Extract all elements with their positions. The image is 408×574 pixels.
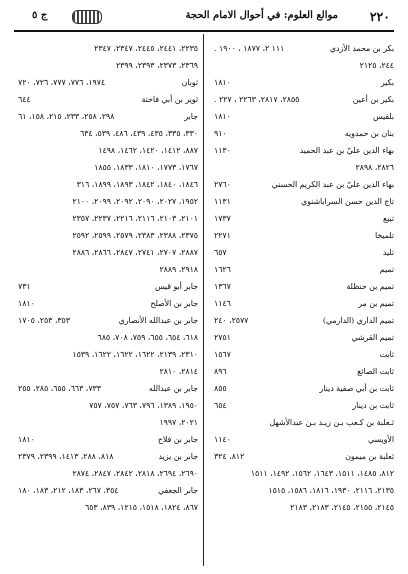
entry-page-numbers: ٢٧٥١ xyxy=(214,333,231,342)
entry-page-numbers: ١٩٧٤، ٧٧٦، ٧٧٧، ٧٢٦، ٧٢٠ xyxy=(18,78,106,87)
entry-name: جابر أبو قيس xyxy=(154,282,198,291)
entry-page-numbers: ٨٦٧، ١٨٢٤، ١٥١٨، ١٢١٥، ٨٣٩، ٦٥٣ xyxy=(84,503,198,512)
entry-page-numbers: ٢٤٤، ٢١٢٥ xyxy=(359,61,394,70)
entry-name: بهاء الدين عليّ بن عبد الكريم الحسني xyxy=(271,180,394,189)
entry-page-numbers: ٦٥٧ xyxy=(214,248,227,257)
ornament-icon xyxy=(72,10,102,24)
index-entry xyxy=(18,57,198,74)
entry-name: بكر بن محمد الأزدي xyxy=(329,44,394,53)
index-entry xyxy=(214,261,394,278)
entry-page-numbers: ٨١٢، ١٤٨٥، ١٥١١، ١٦٤٣، ١٥٦٢، ١٤٩٢، ١٥١١ xyxy=(250,469,394,478)
index-entry xyxy=(214,193,394,210)
index-entry xyxy=(214,329,394,346)
index-entry xyxy=(18,312,198,329)
index-entry xyxy=(214,431,394,448)
entry-name: بنان بن حمدويه xyxy=(344,129,394,138)
index-entry xyxy=(18,108,198,125)
entry-page-numbers: ١٨٤٦، ١٨٤٠، ١٨٤٢، ١٨٩٣، ١٨٩٩، ٣١٦ xyxy=(76,180,198,189)
index-entry xyxy=(214,414,394,431)
entry-page-numbers: ٢٨١٤، ٢٨١٠ xyxy=(159,367,198,376)
entry-name: تميم الداري (الدارمي) xyxy=(322,316,394,325)
entry-page-numbers: ٣٥٤، ٢٦٧، ١٨٣، ٢١٢، ١٨٣، ١٨٠ xyxy=(18,486,119,495)
index-entry xyxy=(18,482,198,499)
entry-page-numbers: ١٨١٠ xyxy=(18,435,35,444)
index-entry xyxy=(18,278,198,295)
entry-page-numbers: ٣٣٠، ٣٣٥، ٤٣٥، ٤٣٩، ٤٨٦، ٥٣٩، ٦٣٤ xyxy=(79,129,198,138)
index-entry xyxy=(18,74,198,91)
index-entry xyxy=(214,346,394,363)
index-entry xyxy=(214,312,394,329)
index-entry xyxy=(214,448,394,465)
entry-name: جابر بن الأصلح xyxy=(150,299,198,308)
entry-page-numbers: ٨١٢، ٣٢٤ xyxy=(214,452,245,461)
index-entry xyxy=(18,159,198,176)
entry-name: تبيع xyxy=(382,214,394,223)
index-entry xyxy=(18,261,198,278)
entry-name: جابر xyxy=(184,112,198,121)
index-entry xyxy=(18,499,198,516)
entry-page-numbers: ٢٧٦٠ xyxy=(214,180,231,189)
entry-page-numbers: ٢٩٨، ٢٥٨، ٢٣٣، ٢١٥، ١٥٨، ٦١ xyxy=(18,112,115,121)
index-entry xyxy=(214,57,394,74)
page-header xyxy=(14,6,394,32)
entry-page-numbers: ٢٩١٨، ٢٨٨٩ xyxy=(159,265,198,274)
entry-page-numbers: ٢٦٩٠، ٢٦٩٤، ٢٨١٨، ٢٨٤٢، ٢٨٤٧، ٢٨٧٤ xyxy=(72,469,198,478)
entry-page-numbers: ٢٢٧١ xyxy=(214,231,231,240)
entry-name: تليد xyxy=(382,248,394,257)
page-number: ٢٢٠ xyxy=(369,9,390,24)
entry-page-numbers: ٢٠٢١، ١٩٩٧ xyxy=(159,418,198,427)
index-entry xyxy=(18,414,198,431)
entry-name: بهاء الدين عليّ بن عبد الحميد xyxy=(299,146,394,155)
entry-page-numbers: ١٨١٠ xyxy=(214,78,231,87)
entry-name: جابر بن عبدالله الأنصاري xyxy=(118,316,198,325)
entry-page-numbers: ١٧٦٧، ١٧٧٣، ١٨١٠، ١٨٣٣، ١٨٥٥ xyxy=(94,163,198,172)
index-entry xyxy=(214,380,394,397)
entry-page-numbers: ٨٥٥ xyxy=(214,384,227,393)
index-entry xyxy=(214,465,394,482)
index-entry xyxy=(18,125,198,142)
entry-name: ثـعلبة بن كـعب بـن زيـد بـن عبدالأشهل xyxy=(269,418,394,427)
entry-page-numbers: ٨١٨، ٢٨٨، ١٤١٣، ٢٣٩٩، ٢٣٧٩ xyxy=(18,452,114,461)
entry-name: ثوير بن أبي فاختة xyxy=(141,95,198,104)
index-entry xyxy=(214,499,394,516)
index-entry xyxy=(214,40,394,57)
index-entry xyxy=(214,397,394,414)
index-entry xyxy=(18,142,198,159)
entry-name: ثابت الصائغ xyxy=(357,367,394,376)
volume-label: ج ٥ xyxy=(32,10,48,21)
entry-page-numbers: ١١٣١ xyxy=(214,197,231,206)
index-entry xyxy=(18,91,198,108)
entry-page-numbers: ٢٢٣٥، ٢٤٤١، ٢٤٤٥، ٢٣٤٧، ٢٣٤٧ xyxy=(94,44,198,53)
entry-page-numbers: ١١٤٠ xyxy=(214,435,231,444)
entry-page-numbers: ٢١٠١، ٢١٠٣، ٢١١٦، ٢٢١٦، ٢٢٣٧، ٢٣٥٧ xyxy=(72,214,198,223)
index-entry xyxy=(18,465,198,482)
entry-page-numbers: ٨٩٦ xyxy=(214,367,227,376)
index-entry xyxy=(18,363,198,380)
index-entry xyxy=(214,227,394,244)
index-entry xyxy=(18,227,198,244)
index-entry xyxy=(214,159,394,176)
index-entry xyxy=(214,482,394,499)
entry-name: الأويسي xyxy=(367,435,394,444)
index-entry xyxy=(18,295,198,312)
entry-name: تلميخا xyxy=(374,231,394,240)
index-entry xyxy=(18,40,198,57)
entry-page-numbers: ١٨١٠ xyxy=(214,112,231,121)
entry-page-numbers: ١٩٥٠، ١٣٨٩، ٧٩٦، ٧٦٣، ٧٥٧، ٧٥٧ xyxy=(89,401,198,410)
entry-name: جابر بن فلاح xyxy=(157,435,198,444)
entry-page-numbers: ١٩٥٢، ٢٠٢٧، ٢٠٩٠، ٢٠٩٢، ٢٠٩٩، ٢١٠٠ xyxy=(72,197,198,206)
entry-page-numbers: ٦٤٤ xyxy=(18,95,31,104)
index-entry xyxy=(214,295,394,312)
entry-page-numbers: ٢٨٥٥، ٢٨١٧، ٢٢٦٣ ، ٢٢٧ . xyxy=(214,95,300,104)
entry-page-numbers: ١٧٣٧ xyxy=(214,214,231,223)
column-divider xyxy=(203,34,204,566)
entry-page-numbers: ١٨١٠ xyxy=(18,299,35,308)
entry-page-numbers: ٢٣١٠، ٢١٣٩، ١٦٢٢، ١٦٢٢، ١٦٢٢، ١٥٣٩ xyxy=(72,350,198,359)
index-entry xyxy=(214,142,394,159)
entry-page-numbers: ١٣٦٧ xyxy=(214,282,231,291)
index-entry xyxy=(18,448,198,465)
index-entry xyxy=(18,431,198,448)
index-entry xyxy=(214,278,394,295)
index-entry xyxy=(18,210,198,227)
entry-page-numbers: ٢٣٦٩، ٢٣٧٣، ٢٣٩٣، ٢٣٩٩ xyxy=(115,61,198,70)
index-entry xyxy=(18,329,198,346)
index-entry xyxy=(18,380,198,397)
index-entry xyxy=(214,244,394,261)
running-title: موالع العلوم: في أحوال الامام الحجة xyxy=(185,10,338,21)
index-entry xyxy=(214,108,394,125)
index-entry xyxy=(214,125,394,142)
index-entry xyxy=(214,91,394,108)
index-entry xyxy=(214,74,394,91)
entry-page-numbers: ٦٥٤ xyxy=(214,401,227,410)
entry-name: تميم القرشي xyxy=(351,333,394,342)
entry-name: ثابت بن أبي صفية دينار xyxy=(319,384,394,393)
index-entry xyxy=(18,244,198,261)
entry-name: ثعلبة بن ميمون xyxy=(345,452,394,461)
entry-name: تميم بن حنظلة xyxy=(346,282,394,291)
entry-name: جابر الجعفي xyxy=(158,486,198,495)
entry-name: تميم xyxy=(379,265,394,274)
entry-name: تاج الدين حسن السراباشنوي xyxy=(301,197,394,206)
index-entry xyxy=(18,397,198,414)
entry-name: جابر بن عبدالله xyxy=(148,384,198,393)
index-entry xyxy=(18,346,198,363)
entry-name: تميم بن مر xyxy=(358,299,394,308)
index-entry xyxy=(214,363,394,380)
entry-page-numbers: ٢٨٨٧، ٢٧٠٧، ٢٧٤١، ٢٨٤٧، ٢٨٦٦، ٢٨٨٦ xyxy=(72,248,198,257)
index-entry xyxy=(214,210,394,227)
entry-page-numbers: ٧٣٣، ٦٦٣، ٦٥٥، ٢٨٥، ٢٥٥ xyxy=(18,384,101,393)
entry-page-numbers: ٢١٣٥، ٢١١٦، ١٩٣٠، ١٨١٦، ١٥٨٦، ١٥١٥ xyxy=(268,486,394,495)
index-entry xyxy=(214,176,394,193)
index-entry xyxy=(18,176,198,193)
entry-page-numbers: ٢٣٧٥، ٢٣٨٨، ٢٣٨٣، ٢٥٧٩، ٢٥٩٩، ٢٥٩٢ xyxy=(72,231,198,240)
entry-name: بلقيس xyxy=(373,112,394,121)
entry-name: ثابت xyxy=(379,350,394,359)
entry-page-numbers: ٢١٤٥، ٢١٥٥، ٢١٤٥، ٢١٨٣، ٢١٨٣ xyxy=(290,503,394,512)
entry-page-numbers: ١١١ ٢، ١٨٧٧ ، ١٩٠٠ . xyxy=(214,44,285,53)
entry-name: ثوبان xyxy=(181,78,198,87)
entry-page-numbers: ١١٤٦ xyxy=(214,299,231,308)
entry-name: بكير xyxy=(380,78,394,87)
index-column-right xyxy=(214,40,394,516)
entry-name: بكير بن أعين xyxy=(352,95,394,104)
entry-page-numbers: ١٥٦٧ xyxy=(214,350,231,359)
entry-page-numbers: ٩١٠ xyxy=(214,129,227,138)
index-entry xyxy=(18,193,198,210)
entry-page-numbers: ٦١٨، ٦٥٤، ٦٥٥، ٧٥٩، ٧٠٨، ٦٨٥ xyxy=(97,333,198,342)
entry-page-numbers: ٢٨٢٦، ٢٨٩٨ xyxy=(355,163,394,172)
entry-page-numbers: ١١٣٠ xyxy=(214,146,231,155)
entry-name: جابر بن يزيد xyxy=(158,452,198,461)
entry-name: ثابت بن دينار xyxy=(352,401,394,410)
entry-page-numbers: ٨٨٧، ١٤١٢، ١٤٢٠، ١٤٦٢، ١٤٩٨ xyxy=(98,146,198,155)
entry-page-numbers: ٧٣١ xyxy=(18,282,31,291)
entry-page-numbers: ١٦٢٦ xyxy=(214,265,231,274)
entry-page-numbers: ٣٥٣، ٢٥٣، ١٧٠٥ xyxy=(18,316,70,325)
index-column-left xyxy=(18,40,198,516)
entry-page-numbers: ٢٥٧٧، ٢٤٠ xyxy=(214,316,249,325)
